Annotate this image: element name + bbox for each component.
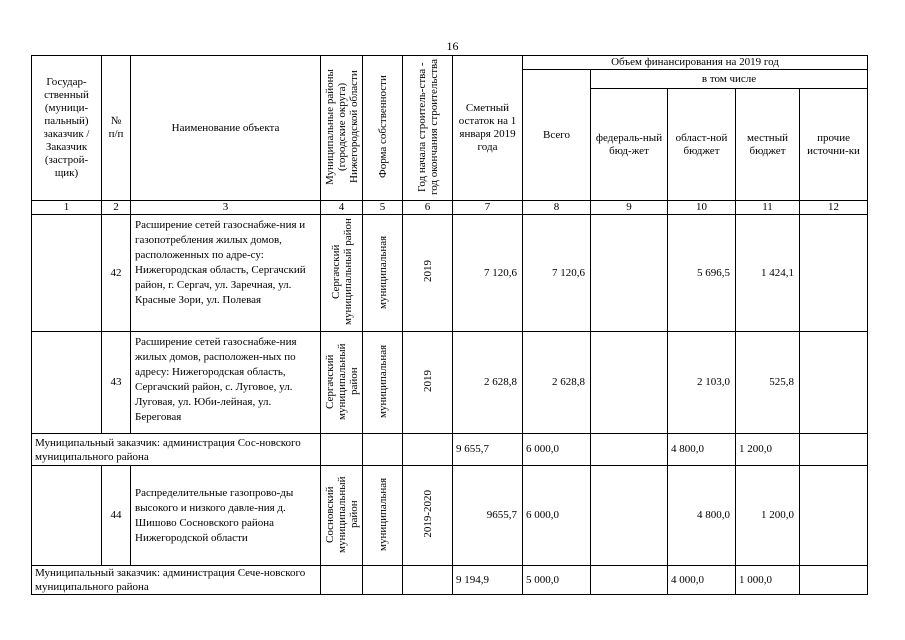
district-cell bbox=[321, 332, 363, 434]
header-regional: област-ной бюджет bbox=[668, 89, 736, 201]
header-total: Всего bbox=[523, 70, 591, 201]
district-name: Сосновский муниципальный район bbox=[324, 476, 360, 553]
estimate-balance: 2 628,8 bbox=[453, 332, 523, 434]
page-number: 16 bbox=[446, 39, 459, 53]
regional-amount: 4 800,0 bbox=[668, 434, 736, 466]
district-cell bbox=[321, 466, 363, 566]
header-number: № п/п bbox=[102, 56, 131, 201]
column-number: 10 bbox=[668, 201, 736, 215]
column-number: 7 bbox=[453, 201, 523, 215]
column-number: 8 bbox=[523, 201, 591, 215]
regional-amount: 4 000,0 bbox=[668, 566, 736, 595]
estimate-balance: 9 194,9 bbox=[453, 566, 523, 595]
header-ownership: Форма собственности bbox=[376, 75, 389, 179]
local-amount: 1 200,0 bbox=[736, 434, 800, 466]
column-number: 3 bbox=[131, 201, 321, 215]
federal-amount bbox=[591, 215, 668, 332]
header-customer: Государ-ственный (муници-пальный) заказчик / Заказчик (застрой-щик) bbox=[32, 56, 102, 201]
other-amount bbox=[800, 332, 868, 434]
regional-amount: 5 696,5 bbox=[668, 215, 736, 332]
table-row bbox=[32, 466, 868, 566]
district-cell bbox=[321, 215, 363, 332]
ownership-form: муниципальная bbox=[376, 235, 389, 309]
header-ownership-cell bbox=[363, 56, 403, 201]
column-number: 5 bbox=[363, 201, 403, 215]
other-amount bbox=[800, 215, 868, 332]
table-row bbox=[32, 332, 868, 434]
object-name: Распределительные газопрово-ды высокого и низкого давле-ния д. Шишово Сосновского района Нижегородской области bbox=[131, 466, 321, 566]
ownership-cell bbox=[363, 332, 403, 434]
header-financing-volume: Объем финансирования на 2019 год bbox=[523, 56, 868, 70]
empty-cell bbox=[403, 566, 453, 595]
federal-amount bbox=[591, 466, 668, 566]
column-number: 6 bbox=[403, 201, 453, 215]
customer-subtotal-row bbox=[32, 566, 868, 595]
estimate-balance: 9655,7 bbox=[453, 466, 523, 566]
customer-subtotal-label: Муниципальный заказчик: администрация Сече-новского муниципального района bbox=[32, 566, 321, 595]
federal-amount bbox=[591, 434, 668, 466]
column-number: 11 bbox=[736, 201, 800, 215]
federal-amount bbox=[591, 566, 668, 595]
other-amount bbox=[800, 566, 868, 595]
header-years-cell bbox=[403, 56, 453, 201]
empty-cell bbox=[403, 434, 453, 466]
header-districts-cell bbox=[321, 56, 363, 201]
total-amount: 7 120,6 bbox=[523, 215, 591, 332]
object-name: Расширение сетей газоснабже-ния жилых домов, расположен-ных по адресу: Нижегородская область, Сергачский район, с. Луговое, ул. Луговая, ул. Юби-лейная, ул. Береговая bbox=[131, 332, 321, 434]
local-amount: 1 424,1 bbox=[736, 215, 800, 332]
ownership-form: муниципальная bbox=[376, 477, 389, 552]
years-cell bbox=[403, 466, 453, 566]
estimate-balance: 7 120,6 bbox=[453, 215, 523, 332]
total-amount: 6 000,0 bbox=[523, 434, 591, 466]
local-amount: 525,8 bbox=[736, 332, 800, 434]
customer-subtotal-label: Муниципальный заказчик: администрация Сос-новского муниципального района bbox=[32, 434, 321, 466]
total-amount: 6 000,0 bbox=[523, 466, 591, 566]
district-name: Сергачский муниципальный район bbox=[329, 218, 354, 326]
empty-cell bbox=[321, 434, 363, 466]
federal-amount bbox=[591, 332, 668, 434]
column-number: 2 bbox=[102, 201, 131, 215]
customer-subtotal-row bbox=[32, 434, 868, 466]
column-number-row bbox=[32, 201, 868, 215]
other-amount bbox=[800, 434, 868, 466]
row-number: 44 bbox=[102, 466, 131, 566]
empty-cell bbox=[363, 434, 403, 466]
header-estimate-balance: Сметный остаток на 1 января 2019 года bbox=[453, 56, 523, 201]
total-amount: 5 000,0 bbox=[523, 566, 591, 595]
construction-years: 2019 bbox=[421, 369, 434, 392]
table-row bbox=[32, 215, 868, 332]
ownership-form: муниципальная bbox=[376, 344, 389, 419]
header-years: Год начала строитель-ства - год окончания строительства bbox=[415, 59, 440, 195]
regional-amount: 4 800,0 bbox=[668, 466, 736, 566]
ownership-cell bbox=[363, 215, 403, 332]
customer-cell bbox=[32, 215, 102, 332]
header-local: местный бюджет bbox=[736, 89, 800, 201]
years-cell bbox=[403, 332, 453, 434]
local-amount: 1 200,0 bbox=[736, 466, 800, 566]
column-number: 12 bbox=[800, 201, 868, 215]
years-cell bbox=[403, 215, 453, 332]
empty-cell bbox=[363, 566, 403, 595]
construction-years: 2019-2020 bbox=[421, 489, 434, 538]
ownership-cell bbox=[363, 466, 403, 566]
other-amount bbox=[800, 466, 868, 566]
financing-table bbox=[31, 55, 868, 595]
row-number: 43 bbox=[102, 332, 131, 434]
empty-cell bbox=[321, 566, 363, 595]
column-number: 4 bbox=[321, 201, 363, 215]
header-row-1 bbox=[32, 56, 868, 70]
header-including: в том числе bbox=[591, 70, 868, 89]
estimate-balance: 9 655,7 bbox=[453, 434, 523, 466]
header-districts: Муниципальные районы (городские округа) Нижегородской области bbox=[324, 69, 360, 185]
local-amount: 1 000,0 bbox=[736, 566, 800, 595]
total-amount: 2 628,8 bbox=[523, 332, 591, 434]
construction-years: 2019 bbox=[421, 260, 434, 282]
header-other: прочие источни-ки bbox=[800, 89, 868, 201]
row-number: 42 bbox=[102, 215, 131, 332]
header-object-name: Наименование объекта bbox=[131, 56, 321, 201]
header-federal: федераль-ный бюд-жет bbox=[591, 89, 668, 201]
column-number: 1 bbox=[32, 201, 102, 215]
district-name: Сергачский муниципальный район bbox=[324, 343, 360, 420]
column-number: 9 bbox=[591, 201, 668, 215]
regional-amount: 2 103,0 bbox=[668, 332, 736, 434]
object-name: Расширение сетей газоснабже-ния и газопотребления жилых домов, расположенных по адре-су: Нижегородская область, Сергачский район, г. Сергач, ул. Заречная, ул. Красные Зори, ул. Полевая bbox=[131, 215, 321, 332]
customer-cell bbox=[32, 466, 102, 566]
customer-cell bbox=[32, 332, 102, 434]
